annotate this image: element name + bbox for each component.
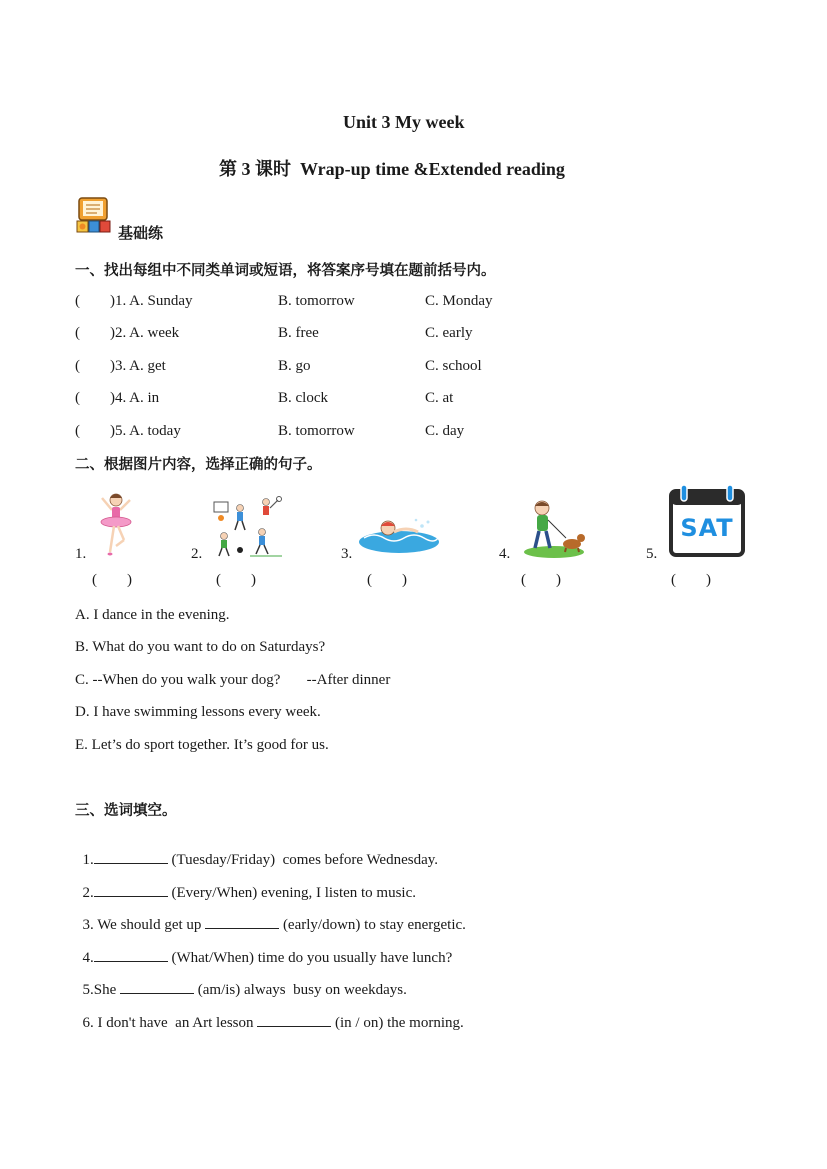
part1-item-5-b: B. tomorrow <box>278 423 355 439</box>
picture-2-number: 2. <box>191 546 203 562</box>
option-e: E. Let’s do sport together. It’s good for us. <box>75 737 329 753</box>
fill-item-5-blank[interactable] <box>120 981 194 994</box>
picture-1-answer[interactable]: ( ) <box>92 572 132 588</box>
option-d: D. I have swimming lessons every week. <box>75 704 321 720</box>
swimmer-image <box>358 508 440 556</box>
part1-item-2-a: ( )2. A. week <box>75 325 180 341</box>
fill-item-5 <box>75 964 407 999</box>
option-b: B. What do you want to do on Saturdays? <box>75 639 326 655</box>
fill-item-4-blank[interactable] <box>94 949 168 962</box>
fill-item-1-suffix: (Tuesday/Friday) comes before Wednesday. <box>167 852 439 868</box>
picture-5-number: 5. <box>646 546 658 562</box>
picture-3-answer[interactable]: ( ) <box>367 572 407 588</box>
part1-item-2-c: C. early <box>425 325 473 341</box>
part1-heading: 一、找出每组中不同类单词或短语，将答案序号填在题前括号内。 <box>75 263 496 279</box>
picture-2-answer[interactable]: ( ) <box>216 572 256 588</box>
fill-item-1-prefix: 1. <box>82 852 94 868</box>
part1-item-4-c: C. at <box>425 390 454 406</box>
boy-walking-dog-image <box>522 496 588 560</box>
part1-item-4-b: B. clock <box>278 390 328 406</box>
fill-item-3-prefix: 3. We should get up <box>82 917 206 933</box>
fill-item-2-blank[interactable] <box>94 884 168 897</box>
part1-item-2-b: B. free <box>278 325 319 341</box>
calendar-day-text: SAT <box>680 514 734 542</box>
fill-item-2-prefix: 2. <box>82 885 94 901</box>
fill-item-5-suffix: (am/is) always busy on weekdays. <box>194 982 407 998</box>
fill-item-3-suffix: (early/down) to stay energetic. <box>279 917 466 933</box>
picture-4-answer[interactable]: ( ) <box>521 572 561 588</box>
part1-item-5-a: ( )5. A. today <box>75 423 181 439</box>
part1-item-3-a: ( )3. A. get <box>75 358 166 374</box>
part3-heading: 三、选词填空。 <box>75 803 177 819</box>
part1-item-3-b: B. go <box>278 358 311 374</box>
option-a: A. I dance in the evening. <box>75 607 230 623</box>
part1-item-1-b: B. tomorrow <box>278 293 355 309</box>
picture-5-answer[interactable]: ( ) <box>671 572 711 588</box>
page-subtitle: 第 3 课时 Wrap-up time &Extended reading <box>219 159 565 179</box>
part2-heading: 二、根据图片内容，选择正确的句子。 <box>75 457 322 473</box>
part1-item-1-a: ( )1. A. Sunday <box>75 293 193 309</box>
fill-item-6-prefix: 6. I don't have an Art lesson <box>82 1015 258 1031</box>
books-icon <box>75 196 113 236</box>
part1-item-1-c: C. Monday <box>425 293 493 309</box>
picture-4-number: 4. <box>499 546 511 562</box>
fill-item-3 <box>75 899 466 934</box>
fill-item-1 <box>75 834 438 869</box>
fill-item-5-prefix: 5.She <box>82 982 120 998</box>
fill-item-4-prefix: 4. <box>82 950 94 966</box>
fill-item-6 <box>75 997 464 1032</box>
page-title: Unit 3 My week <box>343 112 465 132</box>
picture-1-number: 1. <box>75 546 87 562</box>
fill-item-2-suffix: (Every/When) evening, I listen to music. <box>167 885 417 901</box>
fill-item-4-suffix: (What/When) time do you usually have lunch? <box>167 950 453 966</box>
part1-item-4-a: ( )4. A. in <box>75 390 160 406</box>
fill-item-3-blank[interactable] <box>205 916 279 929</box>
sports-image <box>210 494 284 558</box>
option-c: C. --When do you walk your dog? --After dinner <box>75 672 391 688</box>
fill-item-2 <box>75 867 416 902</box>
part1-item-3-c: C. school <box>425 358 482 374</box>
fill-item-6-blank[interactable] <box>257 1014 331 1027</box>
fill-item-4 <box>75 932 452 967</box>
badge-label: 基础练 <box>118 224 164 242</box>
fill-item-1-blank[interactable] <box>94 851 168 864</box>
ballerina-image <box>88 490 144 562</box>
fill-item-6-suffix: (in / on) the morning. <box>331 1015 464 1031</box>
part1-item-5-c: C. day <box>425 423 465 439</box>
picture-3-number: 3. <box>341 546 353 562</box>
